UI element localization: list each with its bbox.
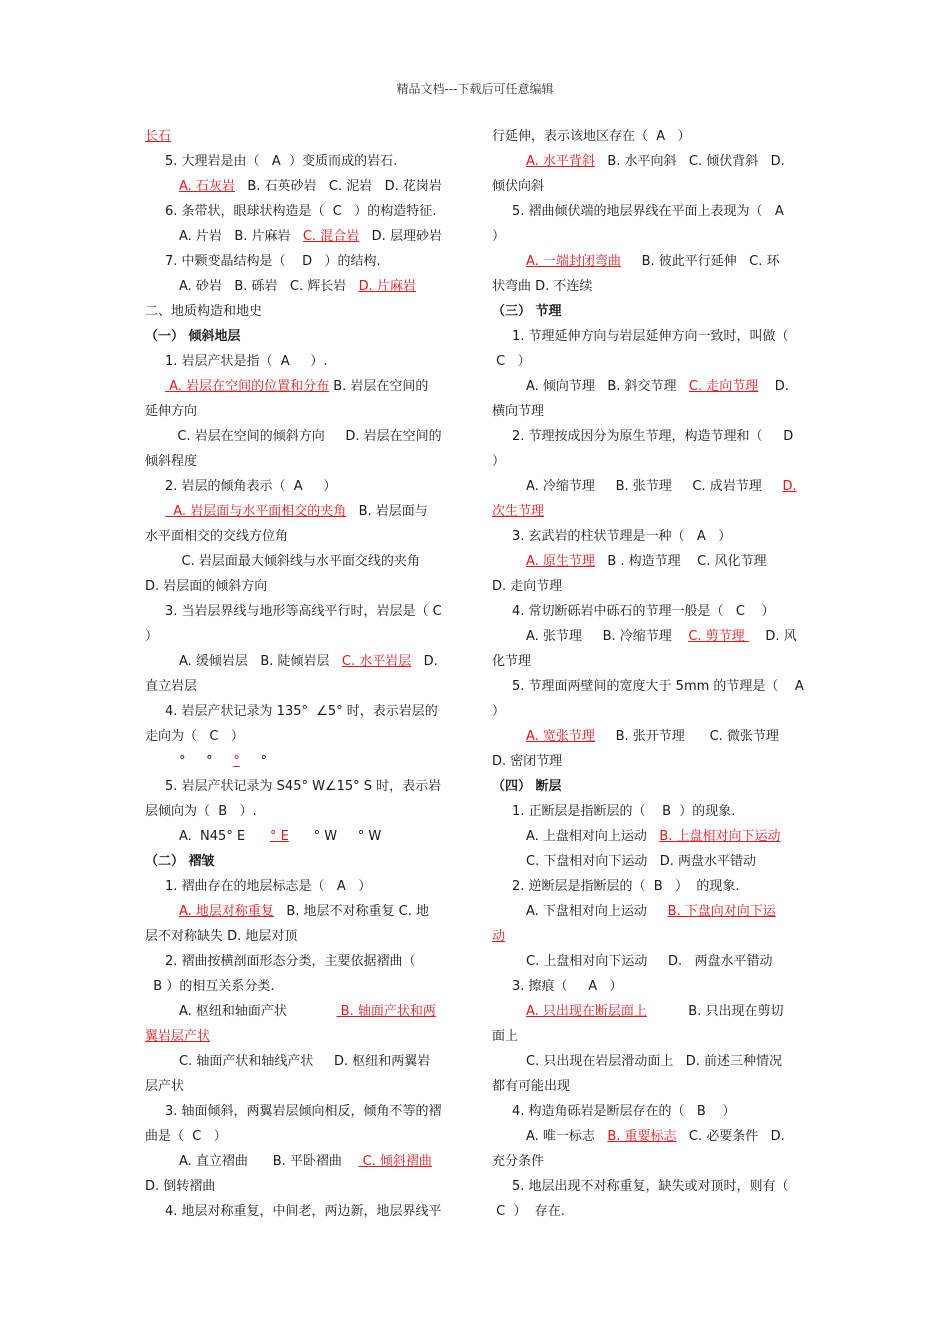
text-run: 7. 中颗变晶结构是（ D ）的结构. bbox=[165, 254, 381, 269]
left-line bbox=[145, 324, 457, 349]
text-run: 4. 常切断砾岩中砾石的节理一般是（ C ） bbox=[512, 604, 775, 619]
right-line bbox=[492, 624, 804, 649]
text-run: ） bbox=[492, 229, 506, 244]
text-run: D. 走向节理 bbox=[492, 579, 563, 594]
text-run: D. 密闭节理 bbox=[492, 754, 563, 769]
right-line bbox=[492, 1174, 804, 1199]
left-line bbox=[145, 799, 457, 824]
text-run: A. N45° E bbox=[179, 829, 270, 844]
text-run: B. 水平向斜 C. 倾伏背斜 D. bbox=[594, 154, 785, 169]
text-run: （一） 倾斜地层 bbox=[145, 329, 241, 344]
text-run: 1. 节理延伸方向与岩层延伸方向一致时，叫做（ bbox=[512, 329, 789, 344]
left-line bbox=[145, 549, 457, 574]
answer-highlight: D. 片麻岩 bbox=[358, 279, 416, 294]
left-line bbox=[145, 924, 457, 949]
answer-highlight: 次生节理 bbox=[492, 504, 545, 519]
text-run: 充分条件 bbox=[492, 1154, 545, 1169]
answer-highlight: 翼岩层产状 bbox=[145, 1029, 211, 1044]
right-line bbox=[492, 1024, 804, 1049]
text-run: 5. 大理岩是由（ A ）变质而成的岩石. bbox=[165, 154, 398, 169]
right-line bbox=[492, 124, 804, 149]
answer-highlight: C. 倾斜褶曲 bbox=[358, 1154, 432, 1169]
text-run: B. 彼此平行延伸 C. 环 bbox=[620, 254, 780, 269]
text-run: A. 缓倾岩层 B. 陡倾岩层 bbox=[179, 654, 342, 669]
text-run: 化节理 bbox=[492, 654, 532, 669]
right-line bbox=[492, 899, 804, 924]
answer-highlight: 动 bbox=[492, 929, 506, 944]
right-line bbox=[492, 949, 804, 974]
answer-highlight: A. 石灰岩 bbox=[179, 179, 235, 194]
left-line bbox=[145, 1174, 457, 1199]
text-run: A. 砂岩 B. 砾岩 C. 辉长岩 bbox=[179, 279, 359, 294]
text-run: ） bbox=[492, 454, 506, 469]
text-run: 2. 褶曲按横剖面形态分类，主要依据褶曲（ bbox=[165, 954, 416, 969]
left-line bbox=[145, 224, 457, 249]
left-line bbox=[145, 699, 457, 724]
text-run: C. 下盘相对向下运动 D. 两盘水平错动 bbox=[526, 854, 757, 869]
text-run: （三） 节理 bbox=[492, 304, 562, 319]
left-line bbox=[145, 249, 457, 274]
right-line bbox=[492, 774, 804, 799]
answer-highlight: C. 走向节理 bbox=[688, 379, 759, 394]
left-line bbox=[145, 874, 457, 899]
answer-highlight: ° bbox=[233, 754, 240, 769]
left-line bbox=[145, 449, 457, 474]
answer-highlight: A. 原生节理 bbox=[526, 554, 595, 569]
text-run: C. 岩层面最大倾斜线与水平面交线的夹角 bbox=[165, 554, 420, 569]
text-run: 6. 条带状，眼球状构造是（ C ）的构造特征. bbox=[165, 204, 437, 219]
text-run: 4. 构造角砾岩是断层存在的（ B ） bbox=[512, 1104, 736, 1119]
text-run: C ） bbox=[492, 354, 531, 369]
text-run: 5. 岩层产状记录为 S45° W∠15° S 时，表示岩 bbox=[165, 779, 442, 794]
text-run: A. 张节理 B. 冷缩节理 bbox=[526, 629, 689, 644]
left-line bbox=[145, 824, 457, 849]
right-line bbox=[492, 874, 804, 899]
left-line bbox=[145, 899, 457, 924]
text-run: 倾伏向斜 bbox=[492, 179, 545, 194]
text-run: 层不对称缺失 D. 地层对顶 bbox=[145, 929, 298, 944]
left-line bbox=[145, 1074, 457, 1099]
answer-highlight: B. 上盘相对向下运动 bbox=[659, 829, 781, 844]
text-run: A. 直立褶曲 B. 平卧褶曲 bbox=[179, 1154, 359, 1169]
text-run: A. 倾向节理 B. 斜交节理 bbox=[526, 379, 689, 394]
answer-highlight: A. 只出现在断层面上 bbox=[526, 1004, 647, 1019]
text-run: 5. 地层出现不对称重复，缺失或对顶时，则有（ bbox=[512, 1179, 789, 1194]
text-run: B. 张开节理 C. 微张节理 bbox=[594, 729, 779, 744]
right-line bbox=[492, 999, 804, 1024]
right-line bbox=[492, 549, 804, 574]
right-line bbox=[492, 274, 804, 299]
text-run: 1. 岩层产状是指（ A ）. bbox=[165, 354, 328, 369]
right-line bbox=[492, 324, 804, 349]
text-run: D. 风 bbox=[748, 629, 797, 644]
left-line bbox=[145, 1124, 457, 1149]
left-line bbox=[145, 374, 457, 399]
text-run: A. 枢纽和轴面产状 bbox=[179, 1004, 337, 1019]
left-line bbox=[145, 124, 457, 149]
text-run: D. 倒转褶曲 bbox=[145, 1179, 216, 1194]
left-column bbox=[145, 124, 457, 1224]
right-line bbox=[492, 724, 804, 749]
left-line bbox=[145, 474, 457, 499]
answer-highlight: C. 水平岩层 bbox=[341, 654, 412, 669]
text-run: ） bbox=[492, 704, 506, 719]
text-run: 1. 褶曲存在的地层标志是（ A ） bbox=[165, 879, 372, 894]
right-line bbox=[492, 599, 804, 624]
text-run: C. 只出现在岩层滑动面上 D. 前述三种情况 bbox=[526, 1054, 783, 1069]
text-run: 2. 逆断层是指断层的（ B ） 的现象. bbox=[512, 879, 740, 894]
right-line bbox=[492, 674, 804, 699]
text-run: 3. 擦痕（ A ） bbox=[512, 979, 623, 994]
right-line bbox=[492, 174, 804, 199]
left-line bbox=[145, 1149, 457, 1174]
answer-highlight: A. 宽张节理 bbox=[526, 729, 595, 744]
right-line bbox=[492, 1199, 804, 1224]
text-run: D. bbox=[758, 379, 789, 394]
text-run: A. 上盘相对向上运动 bbox=[526, 829, 660, 844]
answer-highlight: A. 岩层在空间的位置和分布 bbox=[165, 379, 330, 394]
text-run: 都有可能出现 bbox=[492, 1079, 571, 1094]
right-line bbox=[492, 699, 804, 724]
text-run: ° ° bbox=[179, 754, 234, 769]
right-line bbox=[492, 1074, 804, 1099]
right-line bbox=[492, 824, 804, 849]
answer-highlight: 长石 bbox=[145, 129, 172, 144]
answer-highlight: B. 下盘向对向下运 bbox=[667, 904, 776, 919]
left-line bbox=[145, 1199, 457, 1224]
right-line bbox=[492, 249, 804, 274]
answer-highlight: A. 水平背斜 bbox=[526, 154, 595, 169]
answer-highlight: A. 一端封闭弯曲 bbox=[526, 254, 621, 269]
left-line bbox=[145, 674, 457, 699]
left-line bbox=[145, 574, 457, 599]
left-line bbox=[145, 199, 457, 224]
text-run: 4. 地层对称重复，中间老，两边新，地层界线平 bbox=[165, 1204, 442, 1219]
right-line bbox=[492, 1149, 804, 1174]
right-line bbox=[492, 449, 804, 474]
text-run: 层产状 bbox=[145, 1079, 185, 1094]
answer-highlight: B. 轴面产状和两 bbox=[336, 1004, 436, 1019]
text-run: 行延伸，表示该地区存在（ A ） bbox=[492, 129, 691, 144]
right-line bbox=[492, 424, 804, 449]
text-run: 曲是（ C ） bbox=[145, 1129, 227, 1144]
text-run: A. 片岩 B. 片麻岩 bbox=[179, 229, 303, 244]
left-line bbox=[145, 649, 457, 674]
text-run: 3. 当岩层界线与地形等高线平行时，岩层是（ C bbox=[165, 604, 442, 619]
answer-highlight: C. 剪节理 bbox=[688, 629, 749, 644]
text-run: A. 冷缩节理 B. 张节理 C. 成岩节理 bbox=[526, 479, 783, 494]
text-run: 横向节理 bbox=[492, 404, 545, 419]
text-run: 层倾向为（ B ）. bbox=[145, 804, 257, 819]
text-run: 延伸方向 bbox=[145, 404, 198, 419]
text-run: 3. 玄武岩的柱状节理是一种（ A ） bbox=[512, 529, 732, 544]
left-line bbox=[145, 399, 457, 424]
left-line bbox=[145, 174, 457, 199]
left-line bbox=[145, 1049, 457, 1074]
text-run: 5. 褶曲倾伏端的地层界线在平面上表现为（ A bbox=[512, 204, 784, 219]
text-run: 1. 正断层是指断层的（ B ）的现象. bbox=[512, 804, 736, 819]
text-run: C. 轴面产状和轴线产状 D. 枢纽和两翼岩 bbox=[179, 1054, 431, 1069]
right-line bbox=[492, 199, 804, 224]
right-line bbox=[492, 224, 804, 249]
text-run: B . 构造节理 C. 风化节理 bbox=[594, 554, 767, 569]
answer-highlight: ° E bbox=[269, 829, 289, 844]
text-run: C ） 存在. bbox=[492, 1204, 565, 1219]
text-run: B. 地层不对称重复 C. 地 bbox=[273, 904, 429, 919]
left-line bbox=[145, 974, 457, 999]
right-line bbox=[492, 974, 804, 999]
left-line bbox=[145, 749, 457, 774]
left-line bbox=[145, 499, 457, 524]
left-line bbox=[145, 299, 457, 324]
text-run: C. 上盘相对向下运动 D. 两盘水平错动 bbox=[526, 954, 773, 969]
text-run: A. 下盘相对向上运动 bbox=[526, 904, 668, 919]
text-run: 3. 轴面倾斜，两翼岩层倾向相反，倾角不等的褶 bbox=[165, 1104, 442, 1119]
text-run: （二） 褶皱 bbox=[145, 854, 215, 869]
text-run: ° bbox=[239, 754, 267, 769]
answer-highlight: D. bbox=[782, 479, 797, 494]
right-line bbox=[492, 1124, 804, 1149]
text-run: C. 岩层在空间的倾斜方向 D. 岩层在空间的 bbox=[165, 429, 442, 444]
text-run: 状弯曲 D. 不连续 bbox=[492, 279, 593, 294]
right-line bbox=[492, 924, 804, 949]
right-line bbox=[492, 749, 804, 774]
page-header: 精品文档---下载后可任意编辑 bbox=[396, 82, 554, 96]
text-run: 5. 节理面两壁间的宽度大于 5mm 的节理是（ A bbox=[512, 679, 804, 694]
right-line bbox=[492, 849, 804, 874]
answer-highlight: B. 重要标志 bbox=[607, 1129, 677, 1144]
left-line bbox=[145, 1099, 457, 1124]
left-line bbox=[145, 1024, 457, 1049]
text-run: D. 岩层面的倾斜方向 bbox=[145, 579, 268, 594]
right-line bbox=[492, 1049, 804, 1074]
text-run: B. 岩层在空间的 bbox=[329, 379, 429, 394]
text-run: 走向为（ C ） bbox=[145, 729, 244, 744]
text-run: C. 必要条件 D. bbox=[676, 1129, 785, 1144]
right-column bbox=[492, 124, 804, 1224]
text-run: 面上 bbox=[492, 1029, 519, 1044]
right-line bbox=[492, 399, 804, 424]
text-run: B. 只出现在剪切 bbox=[646, 1004, 784, 1019]
text-run: B ）的相互关系分类. bbox=[145, 979, 275, 994]
right-line bbox=[492, 299, 804, 324]
left-line bbox=[145, 149, 457, 174]
text-run: A. 唯一标志 bbox=[526, 1129, 608, 1144]
right-line bbox=[492, 374, 804, 399]
right-line bbox=[492, 474, 804, 499]
right-line bbox=[492, 149, 804, 174]
right-line bbox=[492, 499, 804, 524]
left-line bbox=[145, 724, 457, 749]
left-line bbox=[145, 524, 457, 549]
right-line bbox=[492, 649, 804, 674]
text-run: 4. 岩层产状记录为 135° ∠5° 时，表示岩层的 bbox=[165, 704, 438, 719]
answer-highlight: A. 岩层面与水平面相交的夹角 bbox=[165, 504, 347, 519]
left-line bbox=[145, 274, 457, 299]
text-run: 2. 岩层的倾角表示（ A ） bbox=[165, 479, 337, 494]
text-run: 直立岩层 bbox=[145, 679, 198, 694]
right-line bbox=[492, 1099, 804, 1124]
right-line bbox=[492, 574, 804, 599]
answer-highlight: C. 混合岩 bbox=[302, 229, 360, 244]
left-line bbox=[145, 999, 457, 1024]
left-line bbox=[145, 349, 457, 374]
text-run: B. 石英砂岩 C. 泥岩 D. 花岗岩 bbox=[234, 179, 442, 194]
text-run: 倾斜程度 bbox=[145, 454, 198, 469]
right-line bbox=[492, 799, 804, 824]
right-line bbox=[492, 524, 804, 549]
text-run: 水平面相交的交线方位角 bbox=[145, 529, 289, 544]
left-line bbox=[145, 849, 457, 874]
text-run: 二、地质构造和地史 bbox=[145, 304, 263, 319]
left-line bbox=[145, 424, 457, 449]
left-line bbox=[145, 949, 457, 974]
left-line bbox=[145, 599, 457, 624]
text-run: D. 层理砂岩 bbox=[359, 229, 442, 244]
text-run: 2. 节理按成因分为原生节理，构造节理和（ D bbox=[512, 429, 794, 444]
answer-highlight: A. 地层对称重复 bbox=[179, 904, 274, 919]
left-line bbox=[145, 624, 457, 649]
text-run: D. bbox=[411, 654, 438, 669]
text-run: （四） 断层 bbox=[492, 779, 562, 794]
text-run: ° W ° W bbox=[288, 829, 382, 844]
left-line bbox=[145, 774, 457, 799]
text-run: B. 岩层面与 bbox=[346, 504, 428, 519]
right-line bbox=[492, 349, 804, 374]
text-run: ） bbox=[145, 629, 159, 644]
